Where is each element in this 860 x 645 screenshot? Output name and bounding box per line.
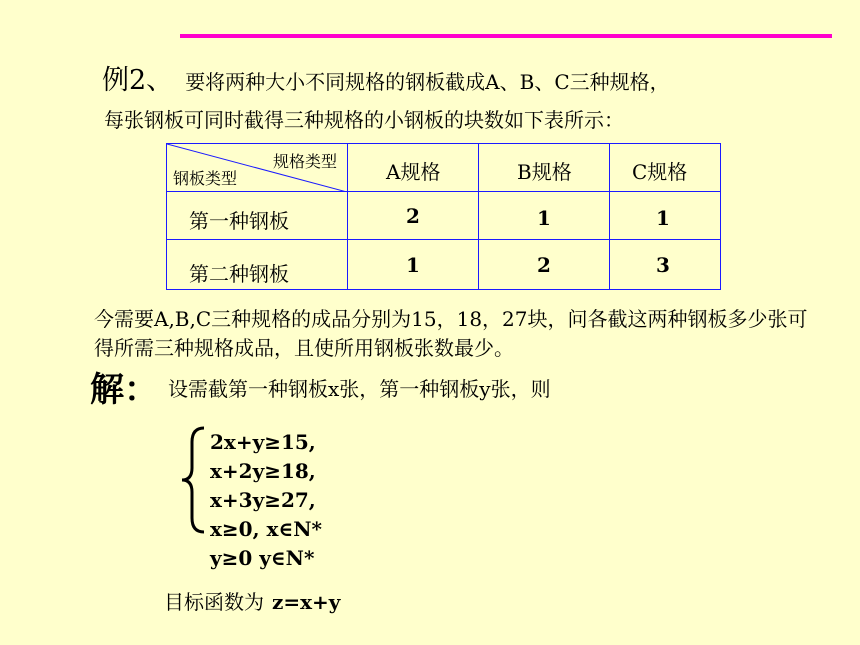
problem-text: 今需要A,B,C三种规格的成品分别为15，18，27块，问各截这两种钢板多少张可得所需三种规格成品，且使所用钢板张数最少。 [94,307,808,360]
header-a: A规格 [386,160,441,184]
corner-bottom-label: 钢板类型 [173,169,238,188]
corner-top-label: 规格类型 [272,152,337,171]
example-line2: 每张钢板可同时截得三种规格的小钢板的块数如下表所示： [104,108,624,132]
table-row [167,192,721,240]
cell-value: 1 [537,206,551,230]
cell-value: 1 [406,253,420,277]
row-name: 第一种钢板 [189,209,289,233]
example-label: 例2、 [102,65,174,96]
constraint-line: y≥0 y∈N* [210,546,315,570]
table-row [167,240,721,290]
table-header-cell [610,144,721,192]
cell-value: 3 [656,253,670,277]
example-heading [102,58,670,97]
constraint-line: x+2y≥18, [210,459,316,483]
objective-label: 目标函数为 [164,590,264,614]
cell-value: 2 [406,204,420,228]
table-header-cell [348,144,479,192]
solution-line [90,362,551,411]
table-header-cell [479,144,610,192]
objective-line [164,586,340,615]
solution-text: 设需截第一种钢板x张，第一种钢板y张，则 [168,377,551,401]
left-brace-icon [178,424,208,536]
table-corner-cell [167,144,348,192]
constraint-line: x+3y≥27, [210,488,316,512]
objective-expression: z=x+y [272,590,341,614]
steel-spec-table [166,143,721,290]
row-name: 第二种钢板 [189,262,289,286]
header-c: C规格 [632,160,688,184]
solution-label: 解： [90,370,158,410]
cell-value: 2 [537,253,551,277]
cell-value: 1 [656,206,670,230]
header-b: B规格 [517,160,572,184]
constraint-line: x≥0, x∈N* [210,517,322,541]
constraint-system [210,428,322,573]
title-underline [180,34,832,38]
example-intro: 要将两种大小不同规格的钢板截成A、B、C三种规格， [185,70,670,94]
constraint-line: 2x+y≥15, [210,430,316,454]
